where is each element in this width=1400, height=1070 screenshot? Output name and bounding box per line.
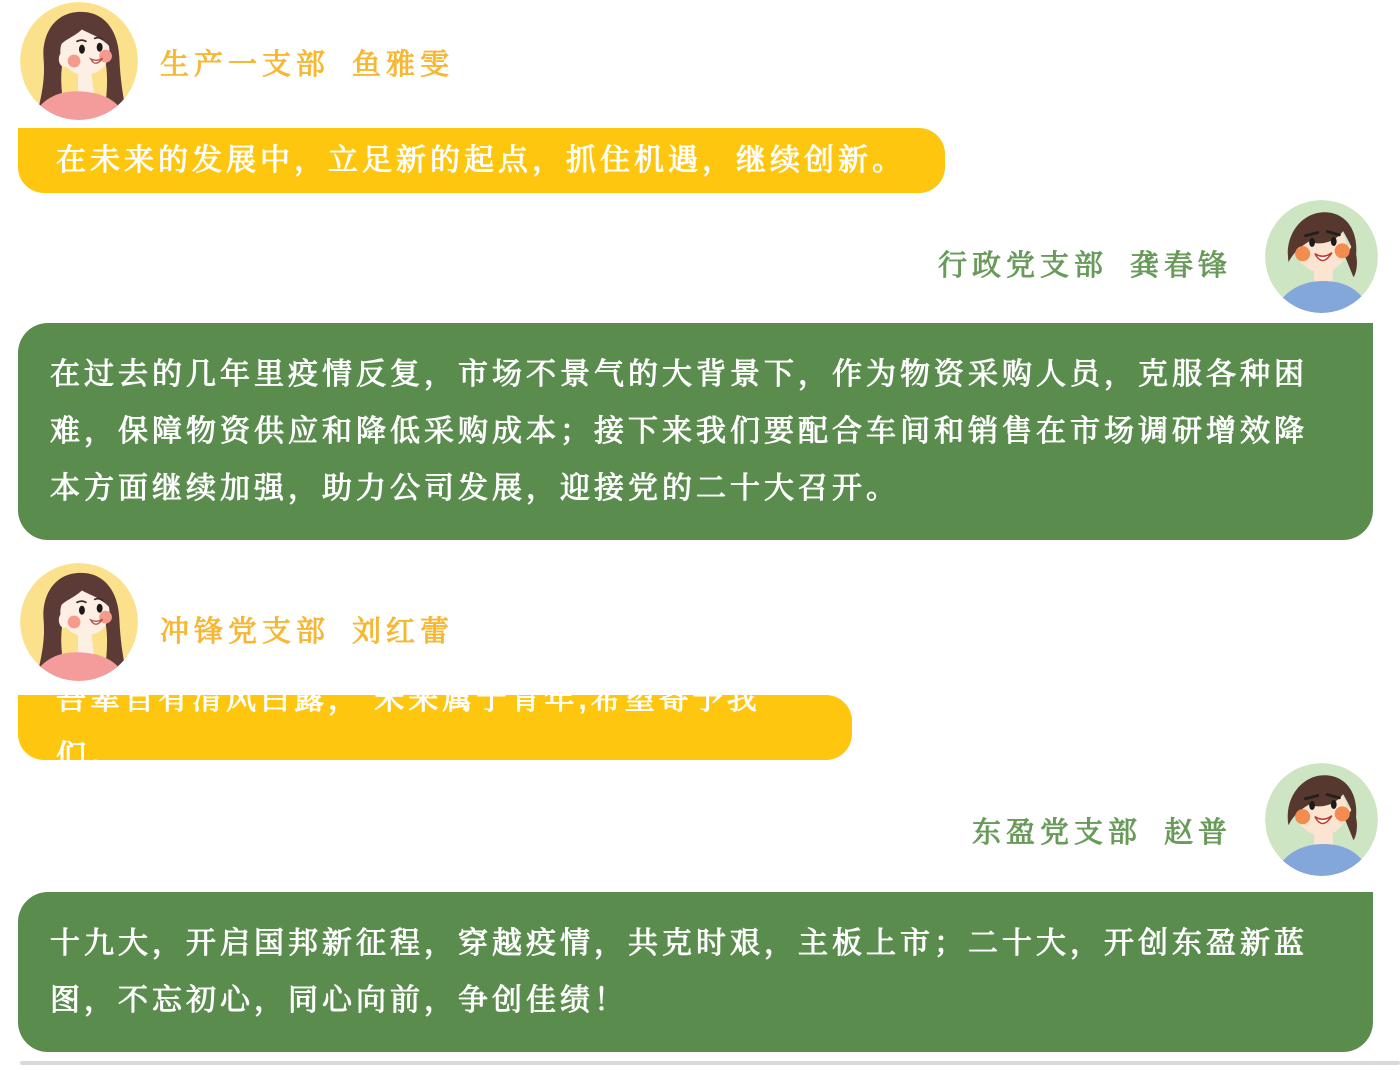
person-name-label: 鱼雅雯 [352,49,455,81]
avatar-boy-2 [1265,763,1378,876]
dept-label: 生产一支部 [160,49,331,81]
boy-avatar-icon [1265,200,1378,313]
boy-avatar-icon [1265,763,1378,876]
avatar-girl-2 [20,563,138,681]
person-name-label: 龚春锋 [1129,250,1232,282]
person-name-label: 赵普 [1163,817,1232,849]
message-bubble-3 [18,682,852,773]
message-text: 十九大，开启国邦新征程，穿越疫情，共克时艰，主板上市；二十大，开创东盈新蓝图，不忘初心，同心向前，争创佳绩！ [50,927,1308,1017]
avatar-girl-1 [20,2,138,120]
sender-name-row-4 [972,810,1232,851]
message-text: 吾辈自有清风白露， 未来属于青年,希望寄予我们。 [56,682,761,773]
sender-name-row-2 [938,243,1232,284]
avatar-boy-1 [1265,200,1378,313]
person-name-label: 刘红蕾 [352,616,455,648]
message-bubble-1 [18,128,945,193]
girl-avatar-icon [20,563,138,681]
sender-name-row-1 [160,42,454,83]
dept-label: 东盈党支部 [971,817,1142,849]
message-text: 在过去的几年里疫情反复，市场不景气的大背景下，作为物资采购人员，克服各种困难，保障物资供应和降低采购成本；接下来我们要配合车间和销售在市场调研增效降本方面继续加强，助力公司发展，迎接党的二十大召开。 [50,358,1308,505]
message-text: 在未来的发展中，立足新的起点，抓住机遇，继续创新。 [56,144,906,177]
sender-name-row-3 [160,609,454,650]
dept-label: 冲锋党支部 [160,616,331,648]
message-bubble-4 [18,892,1373,1052]
girl-avatar-icon [20,2,138,120]
message-bubble-2 [18,323,1373,540]
dept-label: 行政党支部 [937,250,1108,282]
bottom-divider [20,1061,1400,1065]
